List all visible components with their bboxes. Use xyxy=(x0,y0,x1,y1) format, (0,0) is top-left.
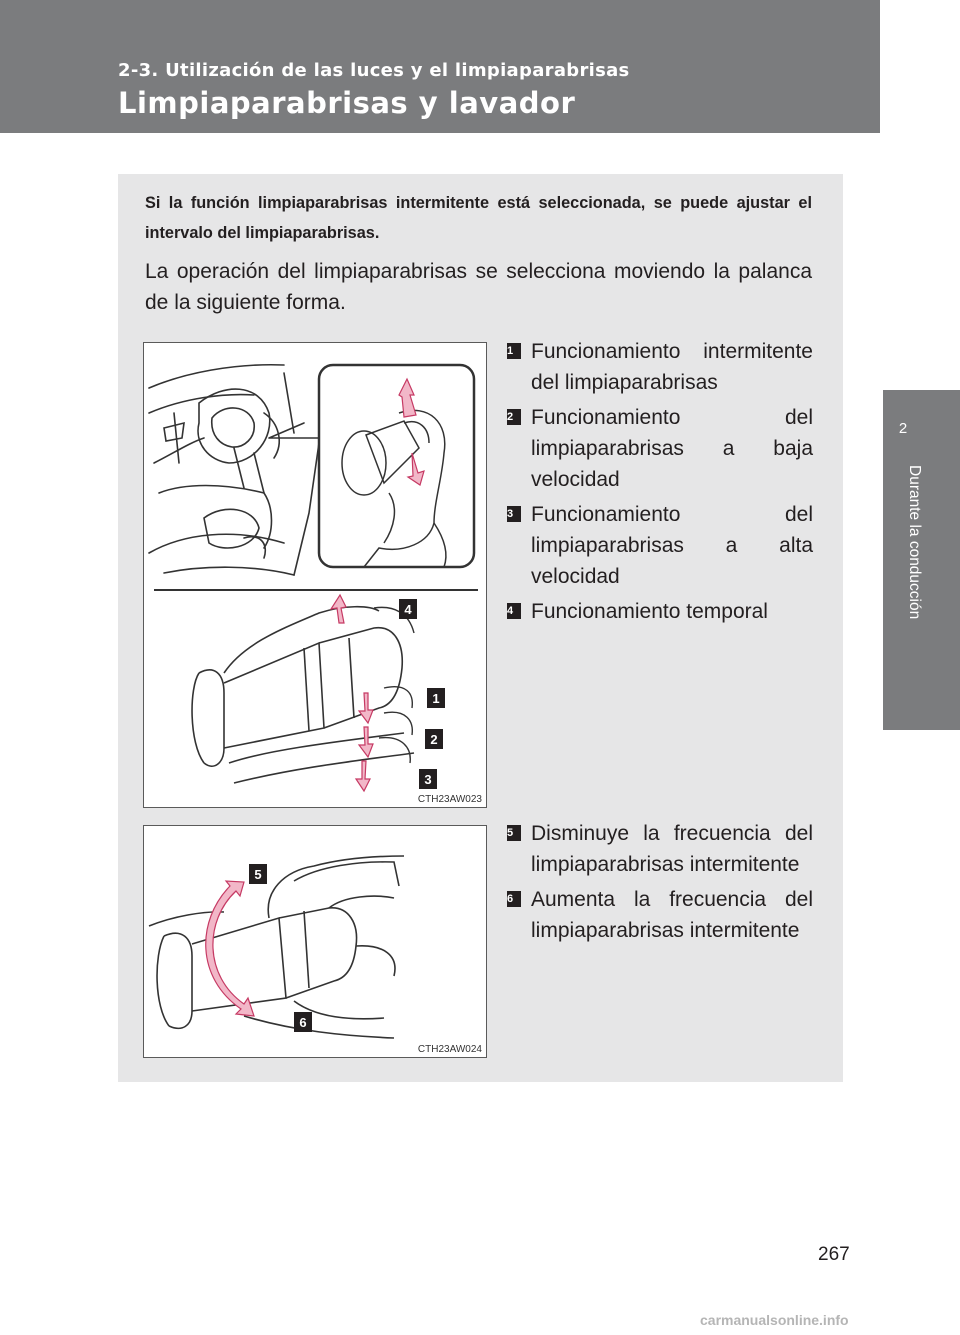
list-item xyxy=(488,336,813,398)
page-header xyxy=(0,0,880,133)
item-text: Aumenta la frecuencia del limpiaparabrisas intermitente xyxy=(531,888,813,942)
chapter-tab xyxy=(883,390,960,730)
intro-text: La operación del limpiaparabrisas se selecciona moviendo la palanca de la siguiente forma. xyxy=(145,260,812,314)
list-item xyxy=(488,818,813,880)
section-heading: 2-3. Utilización de las luces y el limpiaparabrisas xyxy=(118,60,630,81)
content-panel xyxy=(118,174,843,1082)
list-item xyxy=(488,884,813,946)
badge-2: 2 xyxy=(430,732,438,747)
wiper-interval-drawing xyxy=(144,826,488,1059)
watermark: carmanualsonline.info xyxy=(700,1312,849,1328)
wiper-modes-list xyxy=(488,336,813,631)
chapter-label: Durante la conducción xyxy=(906,465,923,620)
item-text: Disminuye la frecuencia del limpiaparabrisas intermitente xyxy=(531,822,813,876)
figure-code: CTH23AW023 xyxy=(417,794,482,805)
intro-bold-text: Si la función limpiaparabrisas intermitente está seleccionada, se puede ajustar el intervalo del limpiaparabrisas. xyxy=(145,194,812,242)
chapter-number: 2 xyxy=(898,420,908,437)
figure-code: CTH23AW024 xyxy=(417,1044,482,1055)
item-badge: 3 xyxy=(507,506,521,522)
page-number: 267 xyxy=(818,1244,850,1265)
item-text: Funcionamiento del limpiaparabrisas a alta velocidad xyxy=(531,503,813,588)
badge-5: 5 xyxy=(254,867,262,882)
page-title: Limpiaparabrisas y lavador xyxy=(118,86,576,120)
list-item xyxy=(488,402,813,495)
wiper-lever-illustration xyxy=(143,342,487,808)
item-badge: 1 xyxy=(507,343,521,359)
item-badge: 4 xyxy=(507,603,521,619)
item-badge: 2 xyxy=(507,409,521,425)
list-item xyxy=(488,596,813,627)
badge-3: 3 xyxy=(424,772,432,787)
badge-4: 4 xyxy=(404,602,412,617)
wiper-interval-illustration xyxy=(143,825,487,1058)
list-item xyxy=(488,499,813,592)
item-text: Funcionamiento temporal xyxy=(531,600,768,623)
wiper-lever-drawing xyxy=(144,343,488,809)
item-text: Funcionamiento intermitente del limpiaparabrisas xyxy=(531,340,813,394)
item-text: Funcionamiento del limpiaparabrisas a baja velocidad xyxy=(531,406,813,491)
item-badge: 5 xyxy=(507,825,521,841)
badge-6: 6 xyxy=(299,1015,307,1030)
item-badge: 6 xyxy=(507,891,521,907)
badge-1: 1 xyxy=(432,691,440,706)
interval-adjust-list xyxy=(488,818,813,950)
